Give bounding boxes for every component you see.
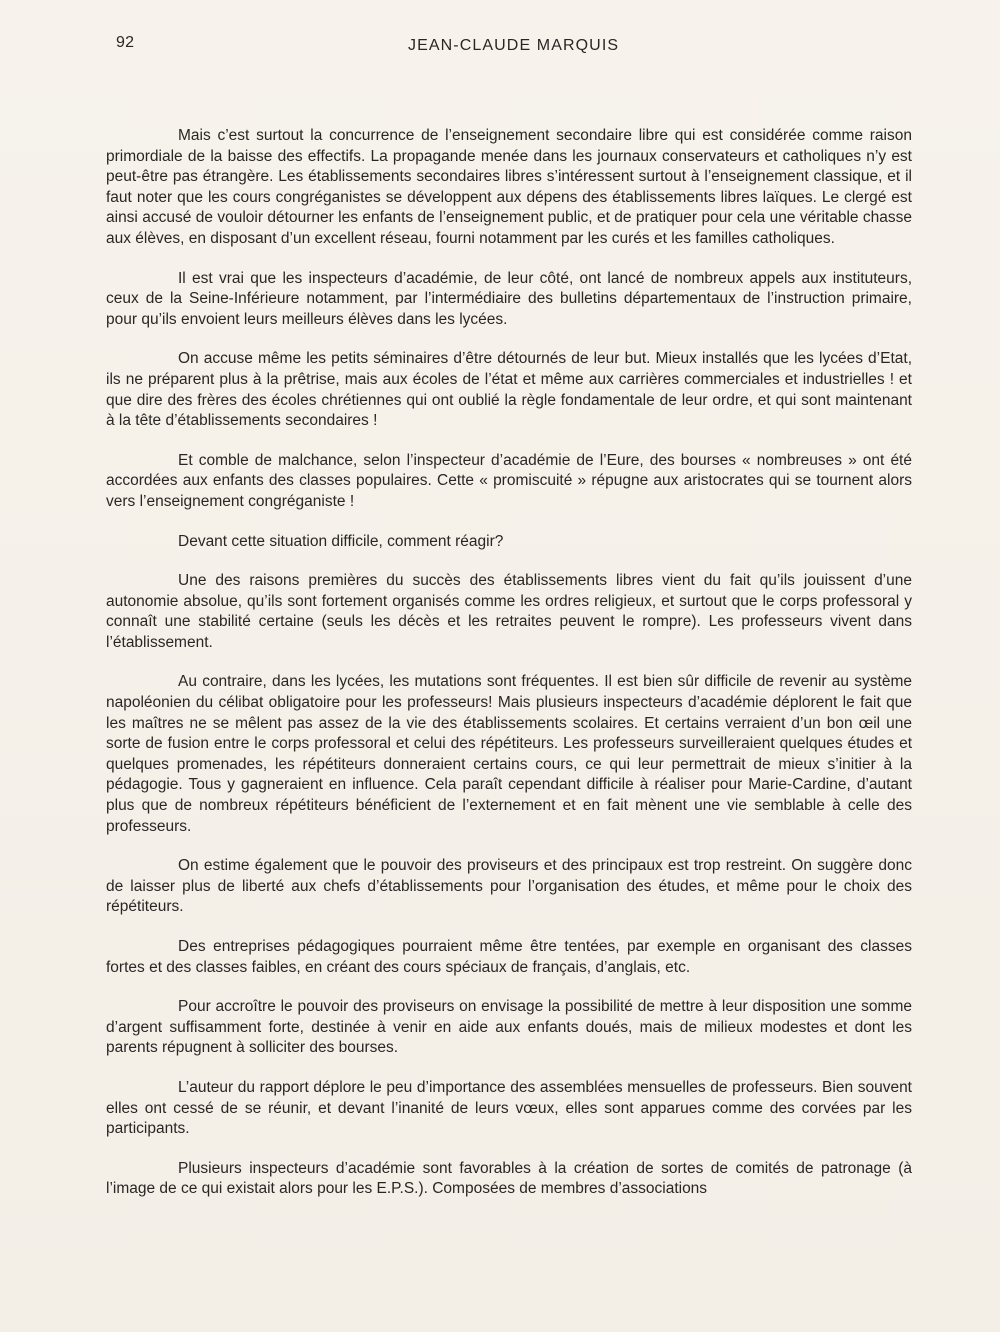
paragraph-3: On accuse même les petits séminaires d’être détournés de leur but. Mieux installés que les lycées d’Etat, ils ne préparent plus à la prêtrise, mais aux écoles de l’état et même aux carrières commerciales et industrielles ! et que dire des frères des écoles chrétiennes qui ont oublié la règle fondamentale de leur ordre, et qui sont maintenant à la tête d’établissements secondaires !: [106, 350, 912, 430]
page-number: 92: [116, 34, 135, 51]
paragraph-10: Pour accroître le pouvoir des proviseurs on envisage la possibilité de mettre à leur disposition une somme d’argent suffisamment forte, destinée à venir en aide aux enfants doués, mais de milieux modestes et dont les parents répugnent à solliciter des bourses.: [106, 998, 912, 1057]
page-header: [0, 34, 1000, 58]
paragraph-2: Il est vrai que les inspecteurs d’académie, de leur côté, ont lancé de nombreux appels aux instituteurs, ceux de la Seine-Inférieure notamment, par l’intermédiaire des bulletins départementaux de l’instruction primaire, pour qu’ils envoient leurs meilleurs élèves dans les lycées.: [106, 269, 912, 328]
body-text: [106, 126, 912, 1219]
paragraph-5: Devant cette situation difficile, comment réagir?: [178, 532, 504, 550]
running-head: JEAN-CLAUDE MARQUIS: [408, 37, 620, 54]
paragraph-8: On estime également que le pouvoir des proviseurs et des principaux est trop restreint. On suggère donc de laisser plus de liberté aux chefs d’établissements pour l’organisation des études, et même pour le choix des répétiteurs.: [106, 857, 912, 916]
paragraph-6: Une des raisons premières du succès des établissements libres vient du fait qu’ils jouissent d’une autonomie absolue, qu’ils sont fortement organisés comme les ordres religieux, et surtout que le corps professoral y connaît une stabilité certaine (seuls les décès et les retraites peuvent le rompre). Les professeurs vivent dans l’établissement.: [106, 572, 912, 651]
paragraph-9: Des entreprises pédagogiques pourraient même être tentées, par exemple en organisant des classes fortes et des classes faibles, en créant des cours spéciaux de français, d’anglais, etc.: [106, 938, 912, 976]
paragraph-4: Et comble de malchance, selon l’inspecteur d’académie de l’Eure, des bourses « nombreuses » ont été accordées aux enfants des classes populaires. Cette « promiscuité » répugne aux aristocrates qui se tournent alors vers l’enseignement congréganiste !: [106, 451, 912, 510]
paragraph-7: Au contraire, dans les lycées, les mutations sont fréquentes. Il est bien sûr difficile de revenir au système napoléonien du célibat obligatoire pour les professeurs! Mais plusieurs inspecteurs d’académie déplorent le fait que les maîtres ne se mêlent pas assez de la vie des établissements scolaires. Et certains verraient d’un bon œil une sorte de fusion entre le corps professoral et celui des répétiteurs. Les professeurs surveilleraient quelques études et quelques promenades, les répétiteurs donneraient certains cours, ce qui leur permettrait de mieux s’initier à la pédagogie. Tous y gagneraient en influence. Cela paraît cependant difficile à réaliser pour Marie-Cardine, d’autant plus que de nombreux répétiteurs bénéficient de l’externement et en fait mènent une vie semblable à celle des professeurs.: [106, 673, 912, 835]
paragraph-11: L’auteur du rapport déplore le peu d’importance des assemblées mensuelles de professeurs. Bien souvent elles ont cessé de se réunir, et devant l’inanité de leurs vœux, elles sont apparues comme des corvées par les participants.: [106, 1078, 912, 1138]
paragraph-12: Plusieurs inspecteurs d’académie sont favorables à la création de sortes de comités de patronage (à l’image de ce qui existait alors pour les E.P.S.). Composées de membres d’associations: [106, 1159, 912, 1198]
paragraph-1: Mais c’est surtout la concurrence de l’enseignement secondaire libre qui est considérée comme raison primordiale de la baisse des effectifs. La propagande menée dans les journaux conservateurs et catholiques n’y est peut-être pas étrangère. Les établissements secondaires libres s’intéressent surtout à l’enseignement classique, et il faut noter que les cours congréganistes se développent aux dépens des établissements libres laïques. Le clergé est ainsi accusé de vouloir détourner les enfants de l’enseignement public, et de pratiquer pour cela une véritable chasse aux élèves, en disposant d’un excellent réseau, fourni notamment par les curés et les familles catholiques.: [106, 127, 912, 247]
